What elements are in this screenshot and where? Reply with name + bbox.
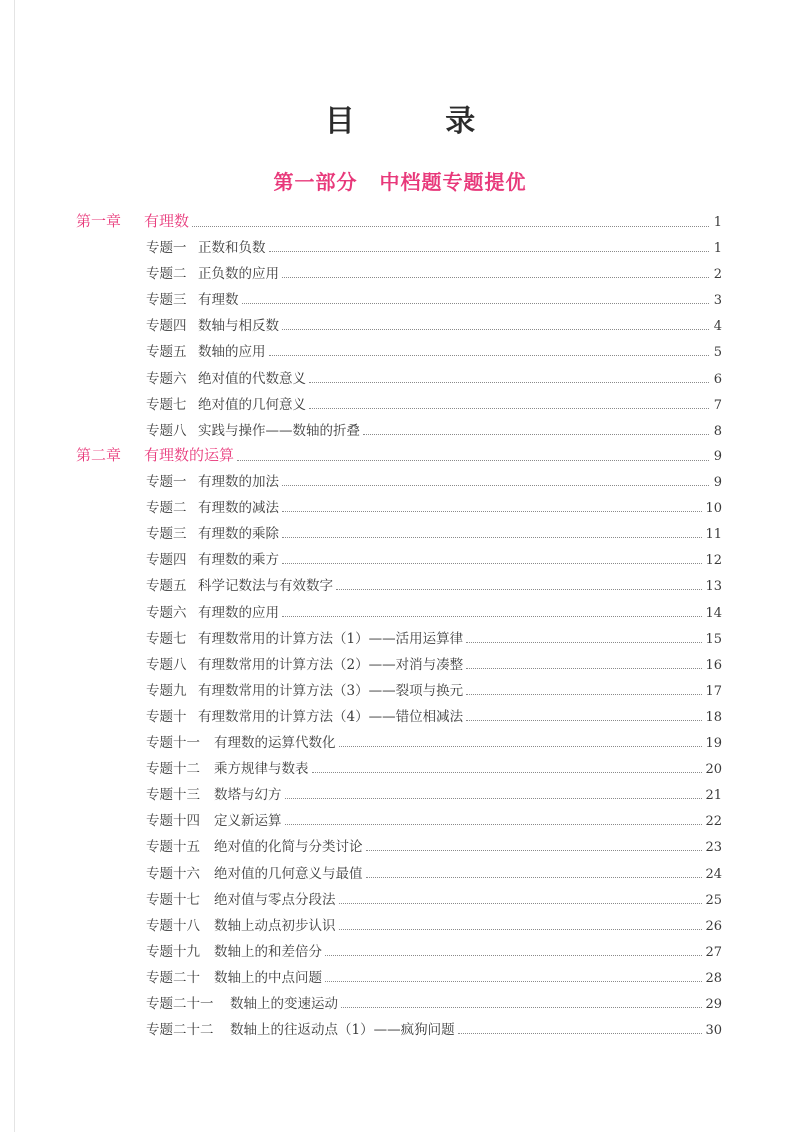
topic-number: 专题十八 — [146, 917, 200, 934]
topic-entry[interactable] — [146, 705, 722, 725]
leader-dots — [466, 719, 702, 721]
topic-name: 数轴上的变速运动 — [230, 996, 338, 1012]
leader-dots — [466, 693, 702, 695]
leader-dots — [269, 354, 710, 356]
topic-name: 有理数的乘除 — [198, 526, 279, 543]
topic-name: 绝对值的几何意义 — [198, 396, 306, 413]
topic-number: 专题十九 — [146, 943, 200, 960]
topic-entry[interactable] — [146, 419, 722, 439]
topic-entry[interactable] — [146, 496, 722, 516]
topic-number: 专题七 — [146, 396, 187, 413]
topic-name: 有理数的乘方 — [198, 552, 279, 569]
page-number: 15 — [705, 631, 722, 647]
topic-entry[interactable] — [146, 653, 722, 673]
leader-dots — [282, 562, 702, 564]
page-number: 2 — [713, 267, 722, 283]
topic-entry[interactable] — [146, 601, 722, 621]
topic-number: 专题五 — [146, 344, 187, 361]
topic-entry[interactable] — [146, 783, 722, 803]
topic-name: 有理数的加法 — [198, 474, 279, 490]
topic-number: 专题五 — [146, 578, 187, 595]
topic-number: 专题十 — [146, 708, 187, 725]
page-number: 9 — [713, 475, 722, 490]
part-label: 第一部分 — [273, 170, 358, 194]
topic-number: 专题八 — [146, 422, 187, 439]
topic-entry[interactable] — [146, 835, 722, 855]
topic-number: 专题六 — [146, 370, 187, 387]
page-number: 20 — [705, 762, 722, 778]
topic-name: 绝对值的代数意义 — [198, 370, 306, 387]
leader-dots — [192, 225, 709, 227]
topic-name: 有理数常用的计算方法（2）——对消与凑整 — [198, 656, 464, 673]
topic-number: 专题二 — [146, 266, 187, 283]
topic-name: 有理数 — [198, 292, 239, 309]
leader-dots — [339, 928, 703, 930]
leader-dots — [285, 797, 703, 799]
leader-dots — [458, 1032, 703, 1034]
topic-number: 专题二十 — [146, 969, 200, 986]
leader-dots — [466, 667, 702, 669]
page-number: 11 — [705, 527, 722, 543]
leader-dots — [282, 536, 702, 538]
leader-dots — [366, 849, 703, 851]
page-number: 6 — [713, 371, 722, 387]
topic-number: 专题十二 — [146, 761, 200, 778]
chapter-name: 有理数 — [144, 212, 190, 230]
topic-name: 正负数的应用 — [198, 266, 279, 283]
topic-entry[interactable] — [146, 940, 722, 960]
topic-entry[interactable] — [146, 888, 722, 908]
topic-entry[interactable] — [146, 314, 722, 334]
leader-dots — [282, 615, 702, 617]
leader-dots — [325, 954, 702, 956]
part-name: 中档题专题提优 — [379, 170, 527, 194]
topic-entry[interactable] — [146, 809, 722, 829]
topic-name: 数轴上动点初步认识 — [214, 917, 336, 934]
topic-entry[interactable] — [146, 862, 722, 882]
topic-name: 数塔与幻方 — [214, 787, 282, 804]
topic-number: 专题六 — [146, 604, 187, 621]
page-number: 27 — [705, 944, 722, 960]
topic-number: 专题十一 — [146, 735, 200, 751]
topic-entry[interactable] — [146, 627, 722, 647]
page-number: 26 — [705, 918, 722, 934]
topic-name: 绝对值的几何意义与最值 — [214, 865, 363, 882]
topic-entry[interactable] — [146, 731, 722, 751]
topic-name: 实践与操作——数轴的折叠 — [198, 422, 360, 439]
chapter-number: 第二章 — [76, 446, 122, 464]
leader-dots — [341, 1006, 702, 1008]
topic-number: 专题一 — [146, 474, 187, 490]
page-number: 1 — [713, 215, 722, 230]
leader-dots — [363, 433, 709, 435]
topic-entry[interactable] — [146, 522, 722, 542]
page-number: 28 — [705, 970, 722, 986]
leader-dots — [339, 745, 703, 747]
page-number: 16 — [705, 657, 722, 673]
topic-name: 数轴上的和差倍分 — [214, 943, 322, 960]
topic-entry[interactable] — [146, 679, 722, 699]
page-number: 30 — [705, 1023, 722, 1039]
leader-dots — [339, 902, 703, 904]
topic-entry[interactable] — [146, 992, 722, 1012]
topic-name: 有理数常用的计算方法（1）——活用运算律 — [198, 630, 464, 647]
topic-number: 专题十六 — [146, 865, 200, 882]
topic-entry[interactable] — [146, 966, 722, 986]
leader-dots — [285, 823, 703, 825]
page-number: 10 — [705, 501, 722, 517]
topic-name: 正数和负数 — [198, 240, 266, 256]
page-number: 14 — [705, 605, 722, 621]
topic-number: 专题三 — [146, 292, 187, 309]
topic-name: 数轴上的中点问题 — [214, 969, 322, 986]
topic-number: 专题十三 — [146, 787, 200, 804]
topic-entry[interactable] — [146, 1018, 722, 1038]
topic-name: 有理数的应用 — [198, 604, 279, 621]
topic-entry[interactable] — [146, 340, 722, 360]
leader-dots — [269, 250, 710, 252]
page-title: 目 录 — [324, 104, 516, 139]
topic-number: 专题九 — [146, 682, 187, 699]
page-number: 9 — [713, 449, 722, 464]
leader-dots — [309, 381, 709, 383]
topic-number: 专题二 — [146, 500, 187, 517]
page-number: 25 — [705, 892, 722, 908]
leader-dots — [336, 588, 702, 590]
topic-number: 专题一 — [146, 240, 187, 256]
topic-name: 有理数常用的计算方法（3）——裂项与换元 — [198, 682, 464, 699]
topic-name: 绝对值与零点分段法 — [214, 891, 336, 908]
topic-name: 乘方规律与数表 — [214, 761, 309, 778]
topic-entry[interactable] — [146, 757, 722, 777]
chapter-name: 有理数的运算 — [144, 446, 235, 464]
leader-dots — [282, 484, 709, 486]
topic-number: 专题二十一 — [146, 996, 214, 1012]
leader-dots — [282, 510, 702, 512]
page-number: 19 — [705, 736, 722, 751]
leader-dots — [242, 302, 710, 304]
topic-number: 专题七 — [146, 630, 187, 647]
topic-entry[interactable] — [146, 470, 722, 490]
page-number: 3 — [713, 293, 722, 309]
leader-dots — [466, 641, 702, 643]
topic-entry[interactable] — [146, 914, 722, 934]
chapter-entry[interactable] — [76, 444, 722, 465]
part-heading — [0, 166, 800, 195]
leader-dots — [325, 980, 702, 982]
page-number: 7 — [713, 397, 722, 413]
topic-entry[interactable] — [146, 367, 722, 387]
topic-entry[interactable] — [146, 574, 722, 594]
leader-dots — [366, 876, 703, 878]
page-number: 18 — [705, 709, 722, 725]
page-number: 4 — [713, 319, 722, 335]
page-number: 1 — [713, 241, 722, 256]
topic-entry[interactable] — [146, 548, 722, 568]
page-number: 17 — [705, 683, 722, 699]
leader-dots — [312, 771, 703, 773]
leader-dots — [237, 459, 709, 461]
topic-number: 专题十七 — [146, 891, 200, 908]
chapter-number: 第一章 — [76, 212, 122, 230]
page-number: 13 — [705, 579, 722, 595]
page-number: 8 — [713, 423, 722, 439]
topic-number: 专题二十二 — [146, 1022, 214, 1039]
page-number: 29 — [705, 997, 722, 1012]
topic-number: 专题八 — [146, 656, 187, 673]
topic-name: 有理数的运算代数化 — [214, 735, 336, 751]
topic-number: 专题四 — [146, 552, 187, 569]
topic-name: 数轴的应用 — [198, 344, 266, 361]
topic-entry[interactable] — [146, 262, 722, 282]
page-number: 5 — [713, 345, 722, 361]
page-number: 12 — [705, 553, 722, 569]
topic-entry[interactable] — [146, 288, 722, 308]
topic-name: 数轴与相反数 — [198, 318, 279, 335]
topic-entry[interactable] — [146, 236, 722, 256]
page-number: 21 — [705, 788, 722, 804]
topic-name: 有理数的减法 — [198, 500, 279, 517]
topic-number: 专题十五 — [146, 839, 200, 856]
leader-dots — [282, 276, 709, 278]
topic-name: 绝对值的化简与分类讨论 — [214, 839, 363, 856]
topic-number: 专题十四 — [146, 813, 200, 830]
page-number: 24 — [705, 866, 722, 882]
topic-number: 专题三 — [146, 526, 187, 543]
topic-name: 有理数常用的计算方法（4）——错位相减法 — [198, 708, 464, 725]
topic-name: 数轴上的往返动点（1）——疯狗问题 — [230, 1022, 455, 1039]
chapter-entry[interactable] — [76, 210, 722, 231]
topic-number: 专题四 — [146, 318, 187, 335]
leader-dots — [282, 328, 709, 330]
page-number: 22 — [705, 814, 722, 830]
leader-dots — [309, 407, 709, 409]
topic-entry[interactable] — [146, 393, 722, 413]
page-number: 23 — [705, 840, 722, 856]
topic-name: 定义新运算 — [214, 813, 282, 830]
topic-name: 科学记数法与有效数字 — [198, 578, 333, 595]
